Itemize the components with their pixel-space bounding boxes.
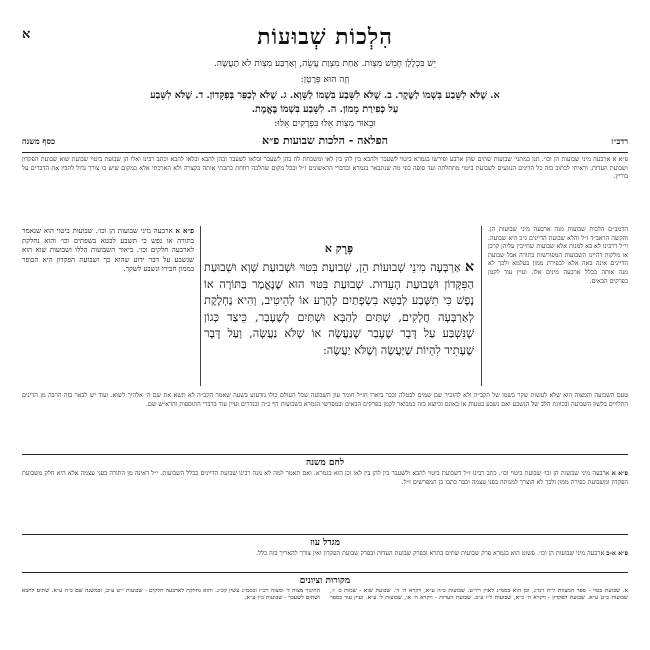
divider <box>22 152 628 153</box>
lechem-mishneh-label: פ״א א <box>611 470 628 477</box>
migdal-oz-text <box>22 550 628 568</box>
divider <box>22 572 628 573</box>
commentary-mid-label: פ״א א <box>175 226 194 235</box>
commentary-right: הרמב״ם הלכות שבועות מנה ארבעה מיני שבועות הן. והקשה הראב״ד ז״ל והלא שבועת הדיינים ג״כ היא שבועה. וי״ל דרבינו לא בא למנות אלא שבועות שחייבין עליהן קרבן או מלקות דהיינו השבועות המפורשות בתורה אבל שבועת הדיינים אינה באה אלא לכפירת ממון בעלמא ולכך לא מנה אותה בכלל ארבעה מינים אלו. ועיין עוד לקמן בפרקים הבאים. <box>488 226 628 285</box>
sources-title: מקורות וציונים <box>299 576 351 586</box>
mishnah-lead: א <box>465 259 475 275</box>
intro-line-5: וּבֵאוּר מִצְוֹת אֵלּוּ בִּפְרָקִים אֵלּוּ: <box>274 119 376 129</box>
commentary-mid <box>22 226 194 382</box>
intro-line-2: וְזֶה הוּא פְּרָטָן: <box>300 75 350 85</box>
section-label-radbaz: רדב״ז <box>611 136 628 146</box>
intro-line-4: עַל כְּפִירַת מָמוֹן. ה. לִשָּׁבַע בִּשְׁמוֹ בֶּאֱמֶת. <box>251 104 399 115</box>
chapter-title: פֶּרֶק א <box>324 242 354 255</box>
page <box>22 14 628 638</box>
commentary-lower: טעם השבועה והמצוה הוא שלא לעשות שקר בשמו של הקב״ה ולא להזכיר שם שמים לבטלה וכבר ביארו חז״ל חומר עון השבועה שכל העולם כולו נזדעזע בשעה שאמר הקב״ה לא תשא את שם ה׳ אלהיך לשוא. ועוד יש לבאר בזה הרבה מן הדינים התלויים בלשון השבועה ובכוונת הלב של הנשבע ואם נשבע בטעות או באונס וכיוצא בזה כמבואר לקמן בפרקים הבאים ובמפרשי הגמרא בשבועות דף כ״ה ובנדרים ועיין עוד בדברי התוספות והרא״ש שם. <box>22 392 628 408</box>
page-letter: א <box>22 27 31 42</box>
mishnah-body: אַרְבָּעָה מִינֵי שְׁבוּעוֹת הֵן, שְׁבוּעַת בִּטּוּי וּשְׁבוּעַת שָׁוְא וּשְׁבוּעַת הַפִּקָּדוֹן וּשְׁבוּעַת הָעֵדוּת. שְׁבוּעַת בִּטּוּי הוּא שֶׁנֶּאֱמַר בַּתּוֹרָה אוֹ נֶפֶשׁ כִּי תִשָּׁבַע לְבַטֵּא בִשְׂפָתַיִם לְהָרַע אוֹ לְהֵיטִיב, וְהִיא נֶחְלֶקֶת לְאַרְבָּעָה חֲלָקִים, שְׁתַּיִם לְהַבָּא וּשְׁתַּיִם לְשֶׁעָבַר, כֵּיצַד כְּגוֹן שֶׁנִּשְׁבַּע עַל דָּבָר שֶׁעָבַר שֶׁנַּעֲשָׂה אוֹ שֶׁלֹּא נַעֲשָׂה, וְעַל דָּבָר שֶׁעָתִיד לִהְיוֹת שֶׁיַּעֲשֶׂה וְשֶׁלֹּא יַעֲשֶׂה: <box>204 261 474 357</box>
intro-line-1: יֵשׁ בִּכְלָלָן חָמֵשׁ מִצְוֹת. אַחַת מִצְוַת עֲשֵׂה, וְאַרְבַּע מִצְוֹת לֹא תַעֲשֶׂה. <box>213 59 437 69</box>
section-label-center: הפלאה - הלכות שבועות פ״א <box>262 134 388 147</box>
mishnah-text <box>204 259 474 359</box>
column-divider <box>481 226 482 386</box>
lechem-mishneh-title: לחם משנה <box>305 458 345 468</box>
lechem-mishneh-body: ארבעה מיני שבועות הן וכו׳ שבועת ביטוי וכו׳. כתב רבינו ז״ל דשבועת ביטוי להבא ולשעבר בין להן בין לאו וכן הוא בגמרא. ואם תאמר למה לא מנה רבינו שבועת הדיינים בכלל השבועות. י״ל דאינה מן התורה בפני עצמה אלא היא חלק משבועת הפקדון ומשבועת כפירת ממון ולכך לא הוצרך למנותה בפני עצמה וכבר כתבו כן המפרשים ז״ל. <box>22 470 628 486</box>
commentary-top: פ״א א ארבעה מיני שבועות הן וכו׳. תנן במתני׳ שבועות שתים שהן ארבע ופירשו בגמרא ביטוי לשעבר ולהבא בין להן בין לאו ומשכחת לה בהן לשעבר ובלאו לשעבר ובהן להבא ובלאו להבא וכתב רבינו ואלו הן שבועת ביטוי שבועת שוא שבועת הפקדון ושבועת העדות. וראיתי לכתוב בזה כל הדינים הנוגעים לשבועת ביטוי מתחלתה ועד סופה כפי מה שנתבאר בגמרא ובדברי הראשונים ז״ל ובכל מקום שהלכה רווחת כתבתי אותה בקצרה ולא הארכתי אלא במקום שיש בו צורך גדול להבין את הדברים על בוריין. <box>22 156 628 181</box>
section-bar <box>22 136 628 150</box>
mishnah-block <box>204 242 474 382</box>
commentary-mid-text: ארבעה מיני שבועות הן וכו׳. שבועות ביטוי הוא שנאמר בתורה או נפש כי תשבע לבטא בשפתים וכו׳ והוא נחלקת לארבעה חלקים וכו׳. ביאור השבועות הללו ושבועות שוא הוא שנשבע על דבר ידוע שהוא כך ושבועת הפקדון היא הכופר בממון חבירו ונשבע לשקר. <box>22 227 194 273</box>
migdal-oz-body: ארבעה מיני שבועות הן וכו׳. פשוט הוא בגמרא פרק שבועות שתים בתרא ובפרק שבועת העדות ובפרק שבועת הפקדון ואין צורך להאריך בזה כלל. <box>256 550 605 557</box>
intro-line-3: א. שֶׁלֹּא לִשָּׁבַע בִּשְׁמוֹ לַשֶּׁקֶר. ב. שֶׁלֹּא לִשָּׁבַע בִּשְׁמוֹ לַשָּׁוְא. ג. שֶׁלֹּא לְכַפֵּר בְּפִקָּדוֹן. ד. שֶׁלֹּא לִשָּׁבַע <box>150 90 500 101</box>
divider <box>22 534 628 535</box>
section-label-kesef: כסף משנה <box>22 136 55 146</box>
sources-text: א. שבועת בטוי - ספר המצוות ל״ת רמ״ג, וכן הוא בסמ״ג לאוין רל״ט. שבועות כ״ה ע״א, ויקרא ה׳ ד׳. שבועת שוא - שמות כ׳ ז׳, שבועות כ״ט ע״א. שבועת הפקדון - ויקרא ה׳ כ״א, שבועות ל״ו ע״ב. שבועת העדות - ויקרא ה׳ א׳, שבועות ל׳ ע״א. ועיין עוד בספר החינוך מצוה ל׳ ומצוה רכ״ז ובסמ״ג עשין קכ״ג. והוא נחלקת לארבעה חלקים - שבועות י״ט ע״ב, ובמשנה שם כ״ה ע״א. שתים להבא ושתים לשעבר - שבועות כ״ז ע״א. <box>22 588 628 602</box>
divider <box>22 454 628 455</box>
lechem-mishneh-text <box>22 470 628 530</box>
column-divider <box>200 226 201 386</box>
migdal-oz-label: פ״א א-ב <box>606 550 628 557</box>
page-title: הִלְכוֹת שְׁבוּעוֹת <box>257 24 393 50</box>
migdal-oz-title: מגדל עוז <box>310 538 340 548</box>
